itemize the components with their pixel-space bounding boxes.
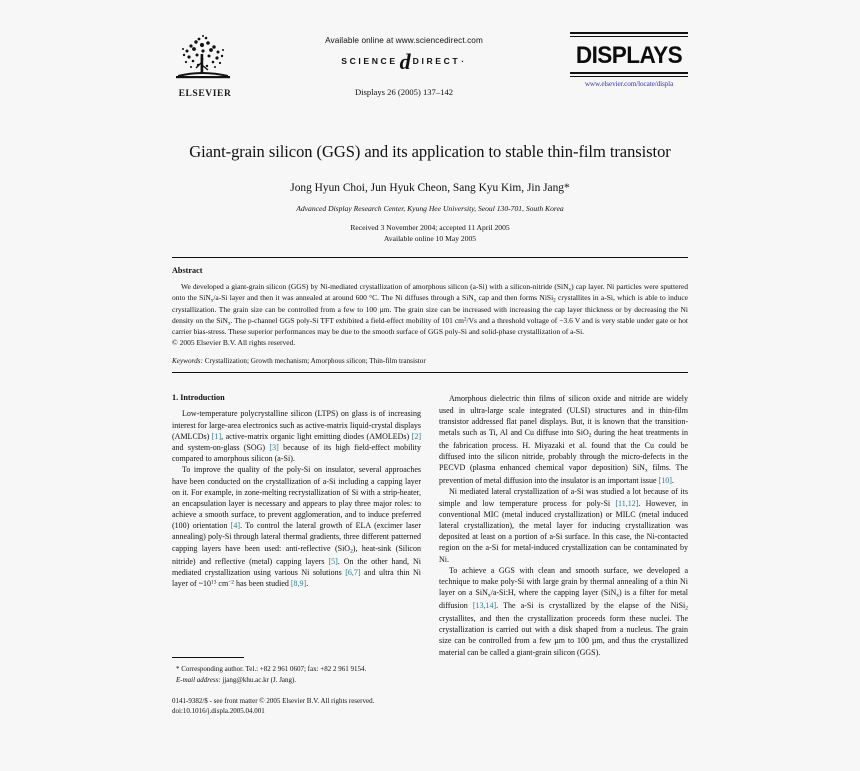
r1-sub-2: 2 <box>588 432 592 439</box>
masthead <box>172 30 688 114</box>
citation-5[interactable]: [5] <box>328 556 338 566</box>
abstract-sub-x2: x <box>210 297 214 304</box>
r3-d: . The a-Si is crystallized by the elapse of the NiSi <box>496 601 686 611</box>
abstract-sub-x4: x <box>227 319 231 326</box>
p2-f: cm <box>216 578 229 588</box>
email-label: E-mail address: <box>176 675 221 684</box>
sciencedirect-dot: · <box>461 56 467 67</box>
sciencedirect-at-glyph: d <box>399 49 411 74</box>
p1-b: , active-matrix organic light emitting diodes (AMOLEDs) <box>221 431 412 441</box>
p2-b: . To control the lateral growth of ELA (excimer laser annealing) poly-Si through lateral thermal gradients, three different patterned capping layers have been used: anti-reflective (SiO <box>172 521 421 553</box>
p1-a: Low-temperature polycrystalline silicon (LTPS) on glass is of increasing interest for large-area electronics such as active-matrix liquid-crystal displays (AMLCDs) <box>172 409 421 441</box>
paragraph-right-2 <box>439 486 688 564</box>
citation-13-14[interactable]: [13,14] <box>472 601 497 611</box>
abstract-sub-2a: 2 <box>553 297 556 304</box>
abstract-t1: We developed a giant-grain silicon (GGS) by Ni-mediated crystallization of amorphous silicon (a-Si) with a silicon-nitride (SiN <box>181 282 569 291</box>
citation-11-12[interactable]: [11,12] <box>615 498 639 508</box>
r1-b: during the heat treatments in the fabrication process. H. Miyazaki et al. found that the Cu could be diffused into the silicon nitride, probably through the micro-defects in the PECVD (plasma enhanced chemical vapor deposition) SiN <box>439 427 688 473</box>
citation-3[interactable]: [3] <box>269 442 279 452</box>
p2-a: To improve the quality of the poly-Si on insulator, several approaches have been conducted on the crystallization of a-Si including a capping layer on it. For example, in zone-melting recrystallization of Si with a strip-heater, an encapsulation layer is necessary and appears to play three major roles: to achieve a smooth surface, to prevent agglomeration, and to induce preferred (100) orientation <box>172 465 421 531</box>
abstract-t2: ) cap layer. Ni particles were sputtered onto the SiN <box>172 282 688 303</box>
available-online-text: Available online at www.sciencedirect.com <box>325 36 483 45</box>
p2-d: . On the other hand, Ni mediated crystallization using various Ni solutions <box>172 556 421 577</box>
abstract-sup-2: 2 <box>464 316 467 323</box>
paragraph-intro-2 <box>172 464 421 589</box>
footnote-block <box>172 657 421 716</box>
journal-logo-rule-top <box>570 32 688 37</box>
citation-8-9[interactable]: [8,9] <box>290 578 307 588</box>
citation-4[interactable]: [4] <box>230 521 241 531</box>
keywords <box>172 357 688 365</box>
abstract-body <box>172 282 688 348</box>
elsevier-logo <box>172 30 238 99</box>
p2-sub-2: 2 <box>350 547 353 554</box>
email-address[interactable]: jjang@khu.ac.kr (J. Jang). <box>220 675 297 684</box>
p2-e: and ultra thin Ni layer of ~10 <box>172 567 422 588</box>
page-content <box>172 30 688 715</box>
page-title: Giant-grain silicon (GGS) and its application to stable thin-film transistor <box>189 142 671 161</box>
received-date: Received 3 November 2004; accepted 11 April 2005 <box>350 223 510 232</box>
paragraph-intro-1 <box>172 408 421 464</box>
r1-c: films. The prevention of metal diffusion into the insulator is an important issue <box>439 463 688 486</box>
keywords-label: Keywords: <box>172 357 203 366</box>
p2-g: has been studied <box>234 578 291 588</box>
body-columns <box>172 393 688 715</box>
r3-c: ) is a filter for metal diffusion <box>439 588 688 611</box>
affiliation: Advanced Display Research Center, Kyung Hee University, Seoul 130-701, South Korea <box>296 204 564 213</box>
article-dates <box>172 222 688 244</box>
paragraph-right-3 <box>439 565 688 658</box>
abstract-heading: Abstract <box>172 266 203 275</box>
left-column <box>172 393 422 715</box>
sciencedirect-block <box>238 30 570 97</box>
journal-url-link[interactable]: www.elsevier.com/locate/displa <box>584 80 674 89</box>
abstract-rule-top <box>172 257 688 258</box>
abstract-sub-x1: x <box>568 286 572 293</box>
abstract-t3: /a-Si layer and then it was annealed at around 600 °C. The Ni diffuses through a SiN <box>213 293 474 303</box>
citation-6-7[interactable]: [6,7] <box>345 567 361 577</box>
journal-logo-title: DISPLAYS <box>575 42 683 69</box>
r3-e: crystallites, and then the crystallization proceeds form these nuclei. The crystallization is carried out with a disk shaped from a nucleus. The grain size can be controlled from a few µm to 100 µm, and thus the crystallized material can be called a giant-grain silicon (GGS). <box>439 614 688 657</box>
r3-sub-2: 2 <box>685 605 688 612</box>
sciencedirect-direct-word: DIRECT <box>412 56 461 67</box>
citation-10[interactable]: [10] <box>658 476 672 486</box>
keywords-value: Crystallization; Growth mechanism; Amorphous silicon; Thin-film transistor <box>202 357 426 366</box>
email-note <box>172 675 421 685</box>
citation-1[interactable]: [1] <box>211 431 222 441</box>
corresponding-author-note: * Corresponding author. Tel.: +82 2 961 0607; fax: +82 2 961 9154. <box>176 665 367 674</box>
r3-b: /a-Si:H, where the capping layer (SiN <box>490 588 617 598</box>
journal-logo-block <box>570 30 688 88</box>
p2-h: . <box>306 578 309 588</box>
abstract-copyright: © 2005 Elsevier B.V. All rights reserved. <box>172 337 296 347</box>
footnote-rule <box>172 657 244 658</box>
section-heading-introduction: 1. Introduction <box>172 393 225 403</box>
p2-sup-m2: −2 <box>228 579 234 586</box>
abstract-t7: /Vs and a threshold voltage of −3.6 V and is very stable under gate or hot carrier bias-stress. These superior performances may be due to the smooth surface of GGS poly-Si and solid-phase crystallization of a-Si. <box>172 315 688 337</box>
abstract-t4: cap and then forms NiSi <box>476 293 554 303</box>
paragraph-right-1 <box>439 393 688 486</box>
keywords-rule-bottom <box>172 372 688 373</box>
r3-sub-x2: x <box>616 592 619 599</box>
p2-sup-13: 13 <box>210 579 217 586</box>
journal-reference: Displays 26 (2005) 137–142 <box>354 86 454 97</box>
citation-2[interactable]: [2] <box>411 431 421 441</box>
sciencedirect-science-word: SCIENCE <box>341 56 398 67</box>
abstract-sub-x3: x <box>473 297 477 304</box>
r1-d: . <box>671 476 674 486</box>
r1-a: Amorphous dielectric thin films of silicon oxide and nitride are widely used in ultra-large scale integrated (ULSI) structures and in thin-film transistor addressed flat panel displays. But, it is known that the transition-metals such as Ti, Al and Cu diffuse into SiO <box>439 394 688 437</box>
elsevier-tree-icon <box>172 32 234 88</box>
issn-block <box>172 696 421 716</box>
sciencedirect-logo <box>238 49 570 74</box>
r3-a: To achieve a GGS with clean and smooth surface, we developed a technique to make poly-Si with large grain by thermal annealing of a thin Ni layer on a SiN <box>439 565 688 598</box>
issn-line: 0141-9382/$ - see front matter © 2005 Elsevier B.V. All rights reserved. <box>172 696 375 705</box>
abstract-t5: crystallites in a-Si, which is able to induce crystallization. The grain size can be controlled from a few to 100 µm. The grain size can be increased with increasing the cap layer thickness or by decreasing the Ni density on the SiN <box>172 293 688 325</box>
r3-sub-x: x <box>487 592 491 599</box>
right-column <box>439 393 688 657</box>
available-online-date: Available online 10 May 2005 <box>383 234 477 243</box>
p2-c: ), heat-sink (Silicon nitride) and reflective (metal) capping layers <box>172 543 421 566</box>
r1-sub-x: x <box>644 467 648 474</box>
doi-line[interactable]: doi:10.1016/j.displa.2005.04.001 <box>172 706 265 715</box>
r2-b: . However, in conventional MIC (metal induced crystallization) or MILC (metal induced lateral crystallization), the metal layer for inducing crystallization was deposited at least on a portion of a-Si surface. In this case, the Ni-contacted region on the a-Si for metal-induced crystallization can be contaminated by Ni. <box>439 498 688 564</box>
author-list: Jong Hyun Choi, Jun Hyuk Cheon, Sang Kyu Kim, Jin Jang* <box>290 182 570 194</box>
elsevier-wordmark: ELSEVIER <box>178 89 232 99</box>
p1-d: because of its high field-effect mobility compared to amorphous silicon (a-Si). <box>172 442 422 464</box>
journal-logo-rule-bottom <box>570 72 688 77</box>
p1-c: and system-on-glass (SOG) <box>172 442 270 452</box>
abstract-t6: . The p-channel GGS poly-Si TFT exhibited a field-effect mobility of 101 cm <box>230 315 464 325</box>
r2-a: Ni mediated lateral crystallization of a-Si was studied a lot because of its simple and low temperature process for poly-Si <box>439 487 688 508</box>
